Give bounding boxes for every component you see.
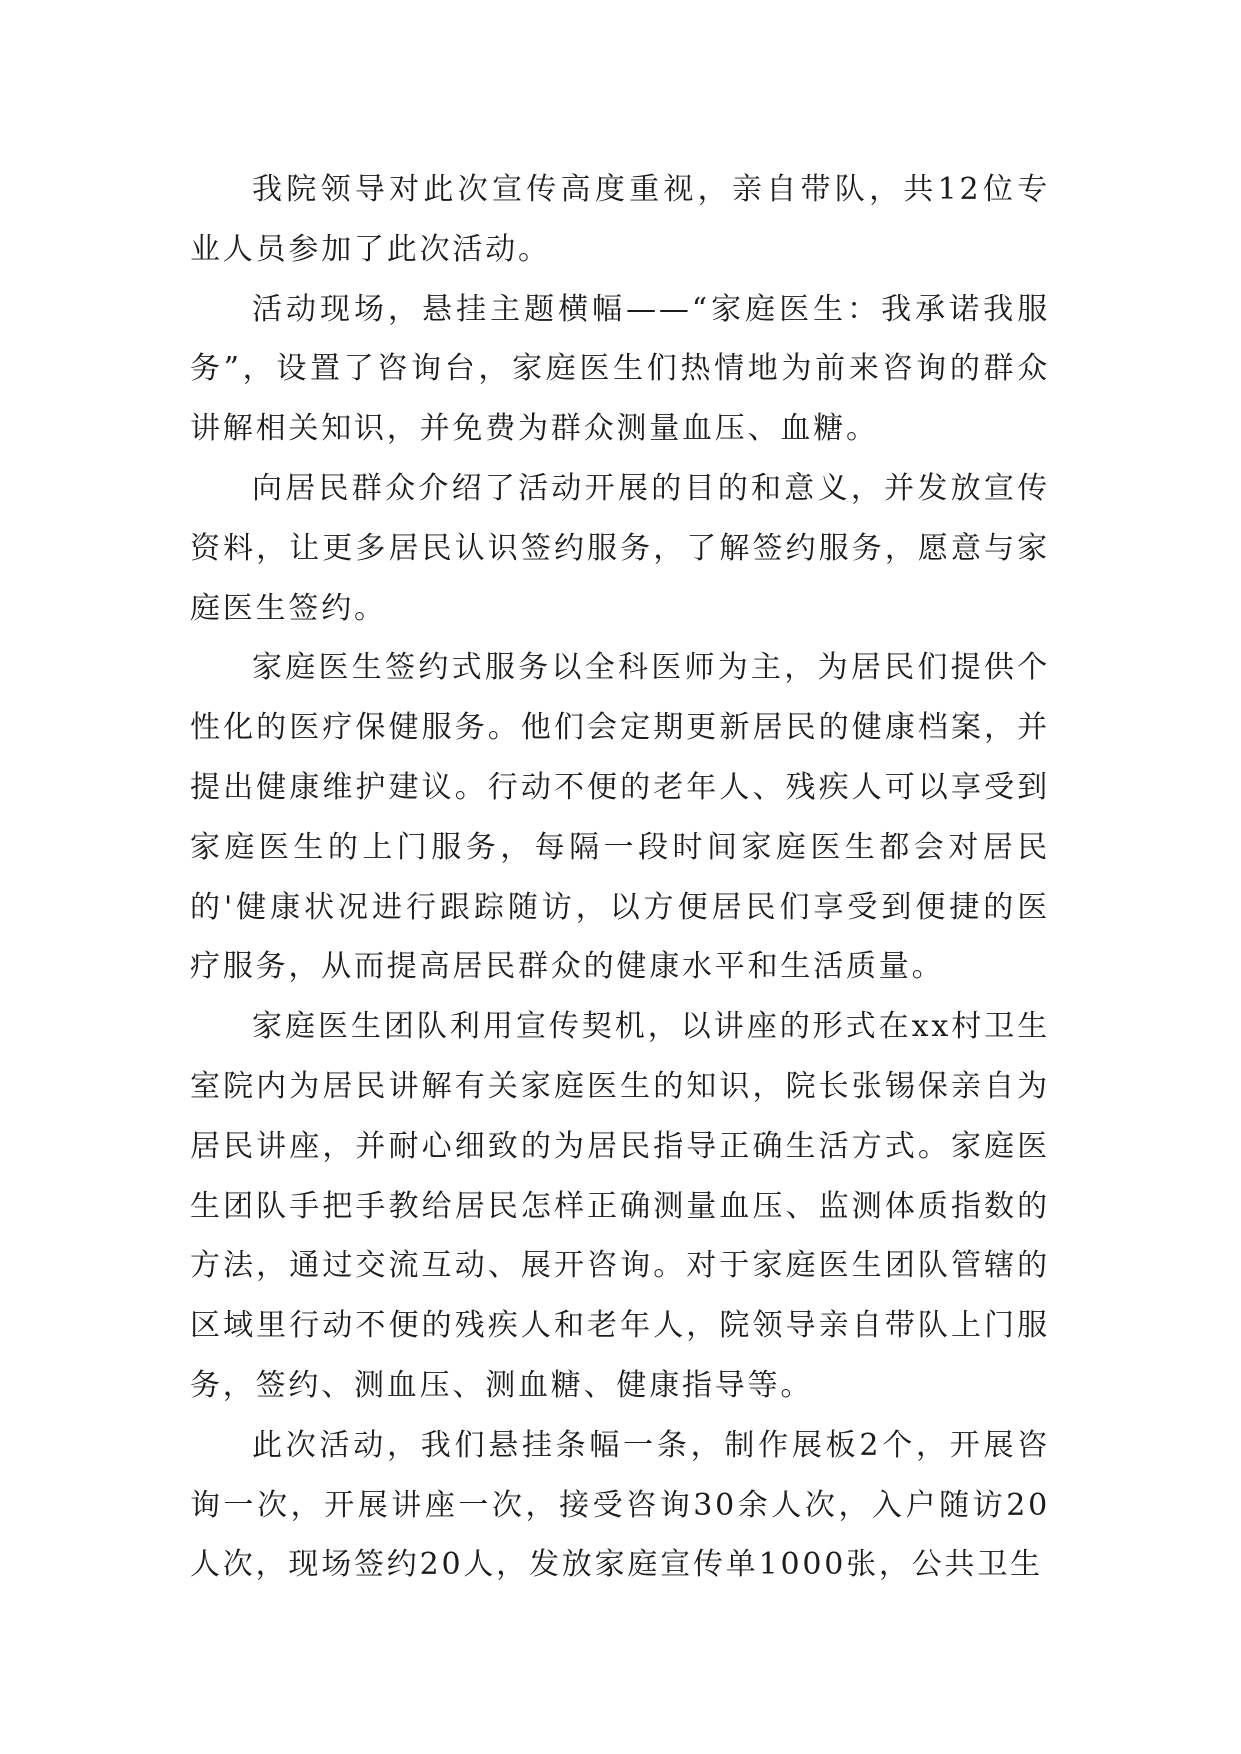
document-page [190, 160, 1050, 1595]
paragraph-summary: 此次活动，我们悬挂条幅一条，制作展板2个，开展咨询一次，开展讲座一次，接受咨询30余人次，入户随访20人次，现场签约20人，发放家庭宣传单1000张，公共卫生 [190, 1427, 1050, 1583]
paragraph-service-description: 家庭医生签约式服务以全科医师为主，为居民们提供个性化的医疗保健服务。他们会定期更新居民的健康档案，并提出健康维护建议。行动不便的老年人、残疾人可以享受到家庭医生的上门服务，每隔一段时间家庭医生都会对居民的'健康状况进行跟踪随访，以方便居民们享受到便捷的医疗服务，从而提高居民群众的健康水平和生活质量。 [190, 650, 1050, 985]
paragraph-leadership: 我院领导对此次宣传高度重视，亲自带队，共12位专业人员参加了此次活动。 [190, 172, 1050, 267]
paragraph-activity-site: 活动现场，悬挂主题横幅——“家庭医生：我承诺我服务”，设置了咨询台，家庭医生们热情地为前来咨询的群众讲解相关知识，并免费为群众测量血压、血糖。 [190, 291, 1050, 447]
paragraph-introduction: 向居民群众介绍了活动开展的目的和意义，并发放宣传资料，让更多居民认识签约服务，了解签约服务，愿意与家庭医生签约。 [190, 470, 1050, 626]
paragraph-lecture: 家庭医生团队利用宣传契机，以讲座的形式在xx村卫生室院内为居民讲解有关家庭医生的知识，院长张锡保亲自为居民讲座，并耐心细致的为居民指导正确生活方式。家庭医生团队手把手教给居民怎样正确测量血压、监测体质指数的方法，通过交流互动、展开咨询。对于家庭医生团队管辖的区域里行动不便的残疾人和老年人，院领导亲自带队上门服务，签约、测血压、测血糖、健康指导等。 [190, 1009, 1050, 1403]
